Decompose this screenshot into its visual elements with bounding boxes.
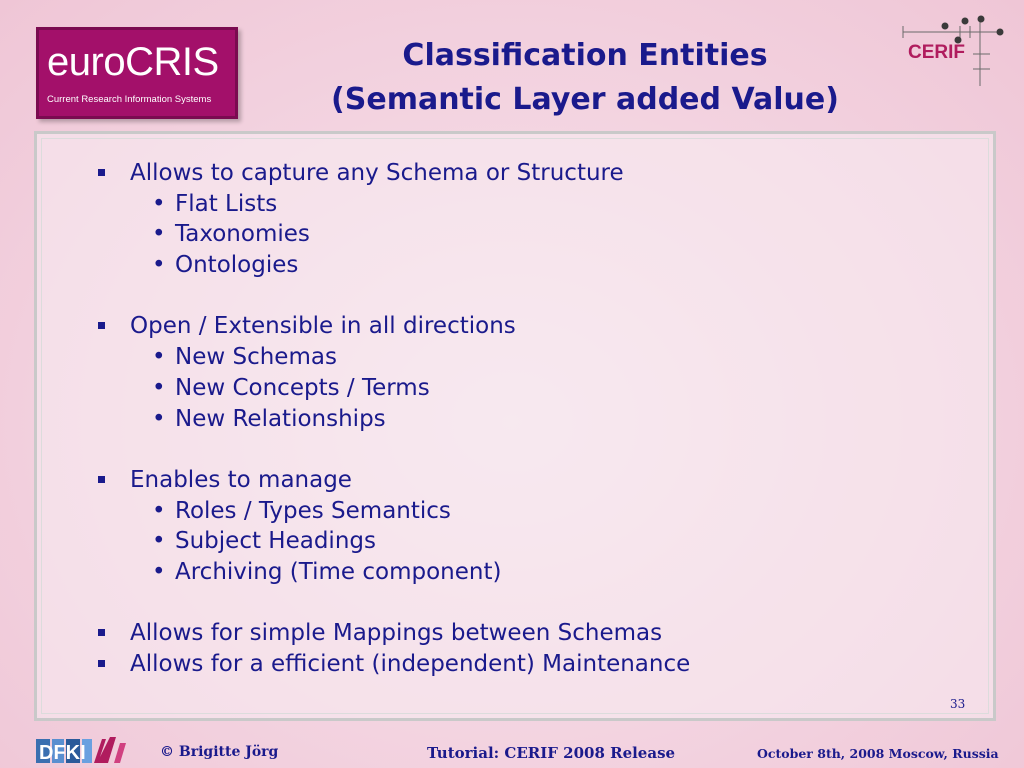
square-bullet-icon [98, 169, 105, 176]
dot-bullet-icon: • [152, 528, 166, 555]
footer-author: © Brigitte Jörg [160, 744, 279, 760]
dot-bullet-icon: • [152, 405, 166, 432]
logo-wordmark: euroCRIS [47, 40, 219, 84]
dot-bullet-icon: • [152, 344, 166, 371]
sub-bullet-text: Ontologies [175, 252, 299, 279]
bullet-text: Enables to manage [130, 466, 352, 493]
sub-bullet-text: Taxonomies [175, 221, 310, 248]
cerif-logo-text: CERIF [908, 42, 965, 63]
footer-tutorial: Tutorial: CERIF 2008 Release [427, 744, 676, 762]
dfki-logo [36, 733, 128, 767]
slide-title [260, 34, 910, 122]
page-number: 33 [950, 697, 966, 711]
dot-bullet-icon: • [152, 221, 166, 248]
dfki-logo-text: DFKI [39, 742, 86, 764]
sub-bullet-text: New Concepts / Terms [175, 374, 430, 401]
bullet-text: Allows for a efficient (independent) Maintenance [130, 651, 691, 677]
square-bullet-icon [98, 476, 105, 483]
bullet-text: Allows to capture any Schema or Structure [130, 160, 624, 186]
dot-bullet-icon: • [152, 497, 166, 524]
bullet-text: Open / Extensible in all directions [130, 313, 516, 340]
sub-bullet-text: New Schemas [175, 344, 337, 371]
dot-bullet-icon: • [152, 190, 166, 217]
title-line-2: (Semantic Layer added Value) [331, 82, 839, 117]
dot-bullet-icon: • [152, 374, 166, 401]
title-line-1: Classification Entities [402, 38, 768, 73]
square-bullet-icon [98, 660, 105, 667]
logo-tagline: Current Research Information Systems [47, 94, 212, 105]
sub-bullet-text: Archiving (Time component) [175, 558, 502, 585]
eurocris-logo [36, 27, 238, 119]
sub-bullet-text: New Relationships [175, 405, 386, 432]
square-bullet-icon [98, 322, 105, 329]
square-bullet-icon [98, 629, 105, 636]
bullet-text: Allows for simple Mappings between Schemas [130, 620, 663, 647]
dot-bullet-icon: • [152, 252, 166, 279]
sub-bullet-text: Subject Headings [175, 528, 376, 555]
dot-bullet-icon: • [152, 558, 166, 585]
sub-bullet-text: Roles / Types Semantics [175, 497, 451, 524]
footer-date: October 8th, 2008 Moscow, Russia [757, 746, 999, 761]
sub-bullet-text: Flat Lists [175, 190, 278, 217]
